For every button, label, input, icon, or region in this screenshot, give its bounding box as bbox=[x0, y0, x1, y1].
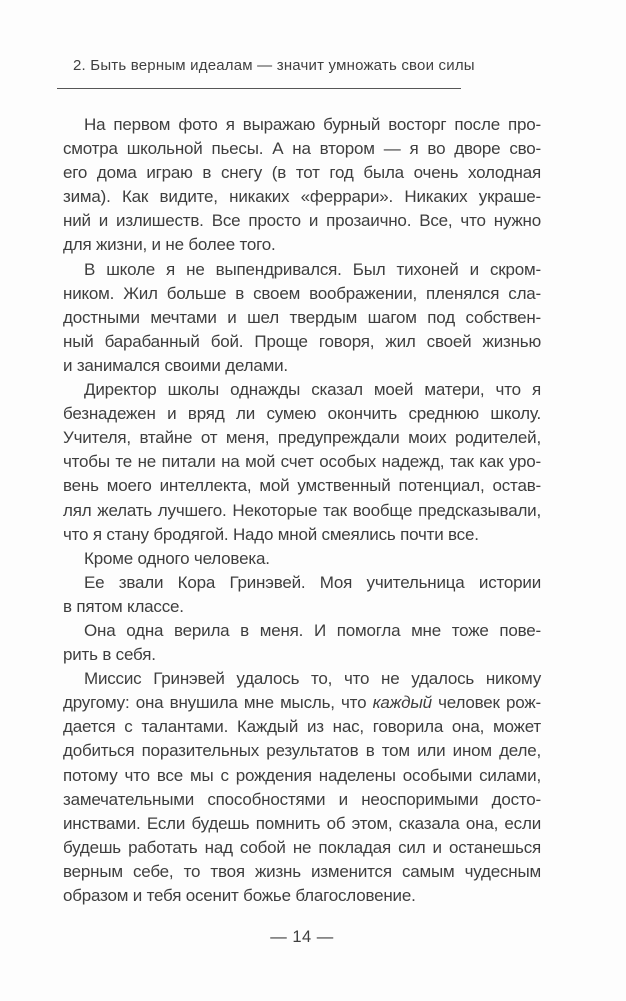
text-line: другому: она внушила мне мысль, что каждый человек рож- bbox=[63, 693, 541, 713]
text-line: и занимался своими делами. bbox=[63, 355, 288, 375]
text-line: Учителя, втайне от меня, предупреждали моих родителей, bbox=[63, 428, 541, 448]
text-line: Миссис Гринэвей удалось то, что не удалось никому bbox=[84, 669, 541, 689]
text-line: в пятом классе. bbox=[63, 596, 184, 616]
text-line: В школе я не выпендривался. Был тихоней и скром- bbox=[84, 259, 541, 279]
text-line: лял желать лучшего. Некоторые так вообще предсказывали, bbox=[63, 500, 541, 520]
text-line: Кроме одного человека. bbox=[84, 548, 270, 568]
paragraph bbox=[63, 619, 541, 667]
text-line: На первом фото я выражаю бурный восторг после про- bbox=[84, 115, 541, 134]
text-line: для жизни, и не более того. bbox=[63, 235, 276, 255]
text-line: достными мечтами и шел твердым шагом под собствен- bbox=[63, 307, 541, 327]
text-line: чтобы те не питали на мой счет особых надежд, так как уро- bbox=[63, 452, 541, 472]
page-body-text bbox=[63, 113, 541, 908]
page-number: — 14 — bbox=[270, 928, 334, 946]
text-line: Директор школы однажды сказал моей матери, что я bbox=[84, 380, 541, 400]
paragraph bbox=[63, 571, 541, 619]
paragraph bbox=[63, 378, 541, 547]
text-line: его дома играю в снегу (в тот год была очень холодная bbox=[63, 163, 541, 183]
text-line: добиться поразительных результатов в том или ином деле, bbox=[63, 741, 541, 761]
text-line: ный барабанный бой. Проще говоря, жил своей жизнью bbox=[63, 331, 541, 351]
text-line: верным себе, то твоя жизнь изменится самым чудесным bbox=[63, 861, 541, 881]
text-line: инствами. Если будешь помнить об этом, сказала она, если bbox=[63, 813, 541, 833]
emphasized-word: каждый bbox=[372, 693, 432, 713]
text-line: зима). Как видите, никаких «феррари». Никаких украше- bbox=[63, 187, 541, 207]
paragraph bbox=[63, 258, 541, 378]
text-line: Ее звали Кора Гринэвей. Моя учительница истории bbox=[84, 572, 541, 592]
paragraph bbox=[63, 667, 541, 908]
chapter-header bbox=[57, 56, 475, 89]
text-line: ний и излишеств. Все просто и прозаично. Все, что нужно bbox=[63, 211, 541, 231]
chapter-title: 2. Быть верным идеалам — значит умножать свои силы bbox=[73, 57, 475, 74]
text-line: потому что все мы с рождения наделены особыми силами, bbox=[63, 765, 541, 785]
text-line: вень моего интеллекта, мой умственный потенциал, остав- bbox=[63, 476, 541, 496]
text-line: будешь работать над собой не покладая сил и останешься bbox=[63, 837, 541, 857]
text-line: смотра школьной пьесы. А на втором — я во дворе сво- bbox=[63, 139, 541, 159]
text-line: Она одна верила в меня. И помогла мне тоже пове- bbox=[84, 620, 541, 640]
text-line: безнадежен и вряд ли сумею окончить среднюю школу. bbox=[63, 404, 541, 424]
text-line: замечательными способностями и неоспоримыми досто- bbox=[63, 789, 541, 809]
paragraph bbox=[63, 547, 541, 571]
text-line: рить в себя. bbox=[63, 645, 156, 665]
text-line: ником. Жил больше в своем воображении, пленялся сла- bbox=[63, 283, 541, 303]
paragraph bbox=[63, 113, 541, 258]
page-footer bbox=[63, 928, 541, 947]
text-line: что я стану бродягой. Надо мной смеялись почти все. bbox=[63, 524, 479, 544]
text-line: образом и тебя осенит божье благословение. bbox=[63, 886, 416, 905]
text-line: дается с талантами. Каждый из нас, говорила она, может bbox=[63, 717, 541, 737]
